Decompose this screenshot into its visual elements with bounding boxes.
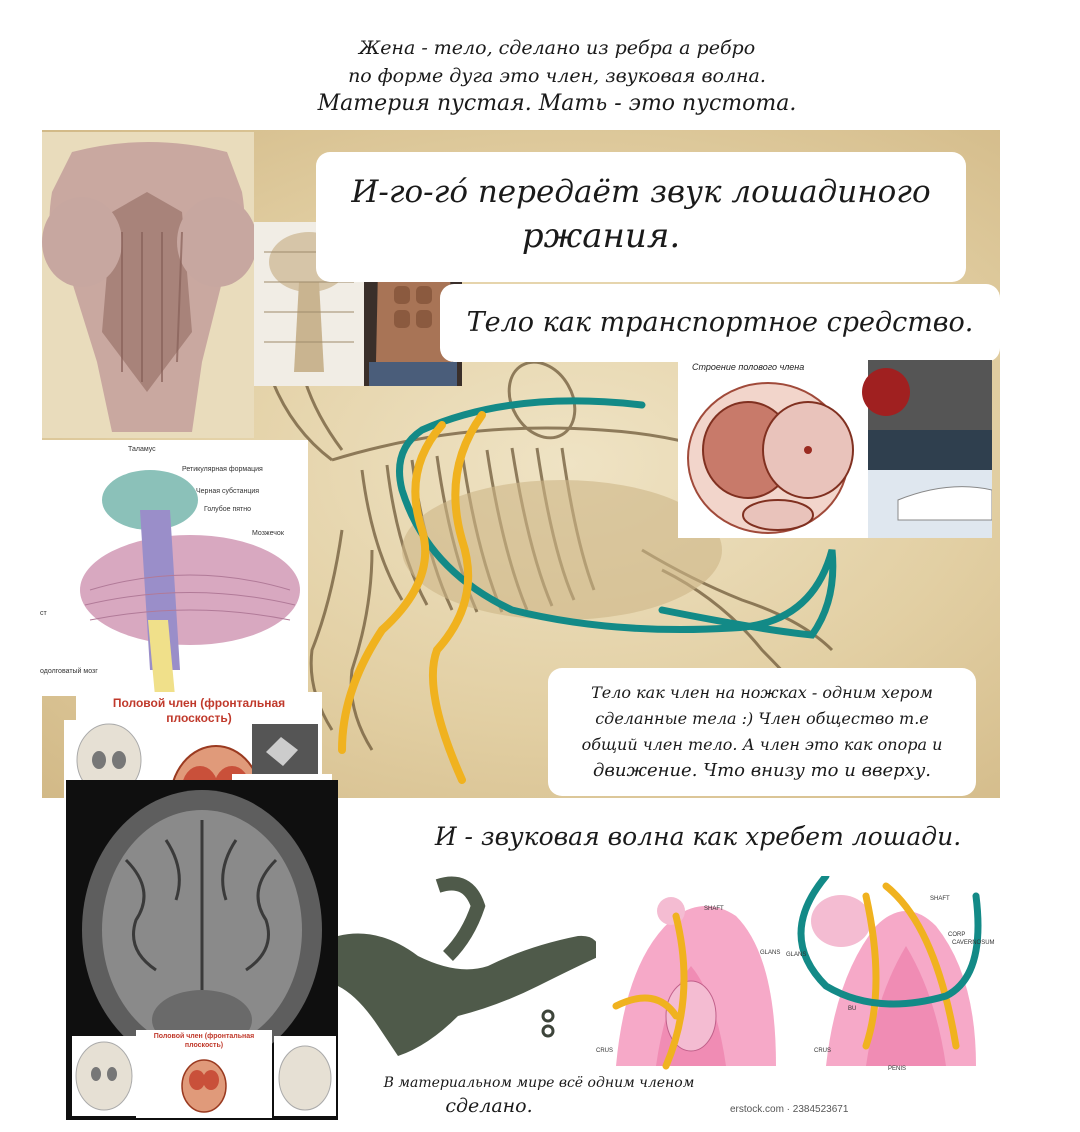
top-caption bbox=[306, 26, 808, 132]
stock-watermark: erstock.com · 2384523671 bbox=[730, 1104, 849, 1115]
anatomy-diagram-right-illustration bbox=[786, 876, 998, 1072]
label-crus: CRUS bbox=[596, 1048, 614, 1054]
wave-caption bbox=[398, 798, 998, 876]
label-shaft-2: SHAFT bbox=[930, 896, 950, 902]
label-corp: CORP bbox=[948, 932, 966, 938]
label-cavernosum: CAVERNOSUM bbox=[952, 940, 995, 946]
wave-caption-text: И - звуковая волна как хребет лошади. bbox=[434, 822, 962, 851]
anatomy-diagram-left bbox=[596, 876, 786, 1072]
frontal-section-title-line-2: плоскость) bbox=[166, 711, 232, 725]
label-penis: PENIS bbox=[888, 1066, 907, 1072]
label-glans: GLANS bbox=[760, 950, 781, 956]
top-caption-line-3: Материя пустая. Мать - это пустота. bbox=[317, 91, 797, 116]
brain-label-reticular: Ретикулярная формация bbox=[182, 466, 263, 473]
label-shaft: SHAFT bbox=[704, 906, 724, 912]
body-caption-line-4: движение. Что внизу то и вверху. bbox=[593, 760, 931, 781]
top-caption-line-1: Жена - тело, сделано из ребра а ребро bbox=[358, 37, 756, 59]
heading-igogo-line-2: ржания. bbox=[521, 216, 681, 256]
frontal-section-small-title-line-1: Половой член (фронтальная bbox=[153, 1033, 255, 1040]
bottom-caption-line-2: сделано. bbox=[445, 1095, 533, 1117]
anatomy-diagram-right bbox=[786, 876, 998, 1072]
heading-igogo bbox=[316, 152, 966, 282]
brain-label-thalamus: Таламус bbox=[128, 446, 156, 453]
label-bu: BU bbox=[848, 1006, 857, 1012]
frontal-section-small-title-line-2: плоскость) bbox=[184, 1042, 224, 1049]
bottom-caption-line-1: В материальном мире всё одним членом bbox=[383, 1075, 695, 1091]
body-caption-line-2: сделанные тела :) Член общество т.е bbox=[595, 709, 929, 728]
member-cross-section-illustration bbox=[678, 350, 992, 538]
brain-label-medulla: одолговатый мозг bbox=[40, 668, 98, 675]
heading-igogo-line-1: И-го-го́ передаёт звук лошадиного bbox=[351, 174, 931, 210]
label-glans-2: GLANS bbox=[786, 952, 807, 958]
body-caption bbox=[548, 668, 976, 796]
bronze-sculpture-illustration bbox=[338, 876, 600, 1066]
label-crus-2: CRUS bbox=[814, 1048, 832, 1054]
body-caption-line-1: Тело как член на ножках - одним хером bbox=[591, 683, 933, 702]
member-cross-section-image bbox=[678, 350, 992, 538]
brain-label-bridge: ст bbox=[40, 610, 47, 617]
muscle-anatomy-illustration bbox=[42, 132, 254, 438]
top-caption-line-2: по форме дуга это член, звуковая волна. bbox=[348, 65, 766, 87]
member-section-title: Строение полового члена bbox=[692, 362, 805, 372]
brainstem-illustration bbox=[40, 440, 308, 696]
small-skull-left-illustration bbox=[72, 1036, 136, 1116]
brainstem-image bbox=[40, 440, 308, 696]
body-caption-line-3: общий член тело. А член это как опора и bbox=[581, 735, 943, 754]
brain-label-cerebellum: Мозжечок bbox=[252, 530, 284, 537]
muscle-anatomy-image bbox=[42, 132, 254, 438]
bronze-sculpture-photo bbox=[338, 876, 600, 1066]
anatomy-diagram-left-illustration bbox=[596, 876, 786, 1072]
small-skull-left bbox=[72, 1036, 136, 1116]
frontal-section-title-line-1: Половой член (фронтальная bbox=[112, 696, 286, 710]
bottom-caption bbox=[344, 1072, 734, 1118]
heading-transport-text: Тело как транспортное средство. bbox=[466, 307, 974, 338]
brain-label-blue: Голубое пятно bbox=[204, 506, 252, 513]
brain-label-black: Черная субстанция bbox=[196, 488, 260, 495]
